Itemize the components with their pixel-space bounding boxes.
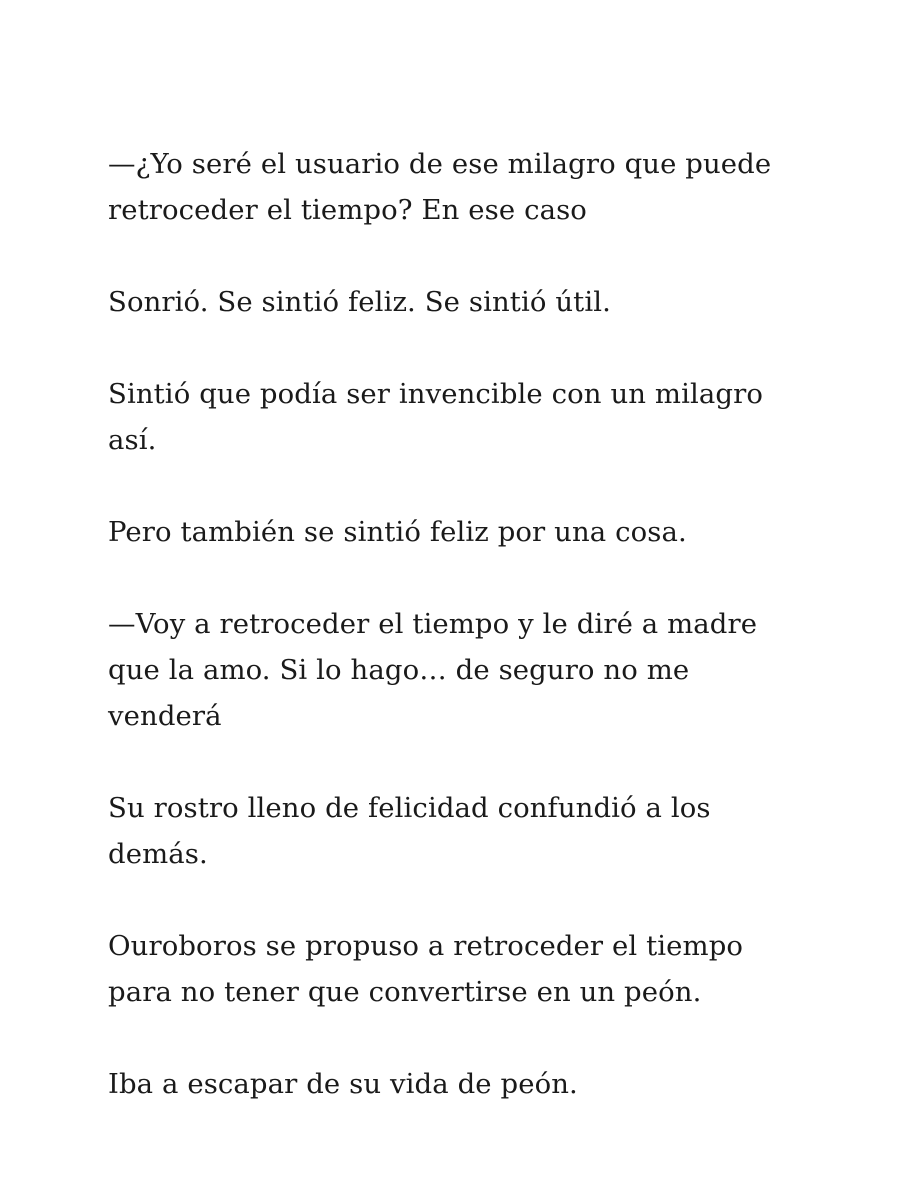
paragraph: Iba a escapar de su vida de peón. — [108, 1068, 578, 1100]
paragraph: Sonrió. Se sintió feliz. Se sintió útil. — [108, 286, 611, 318]
paragraph: Sintió que podía ser invencible con un milagro así. — [108, 378, 763, 456]
paragraph: —Voy a retroceder el tiempo y le diré a madre que la amo. Si lo hago… de seguro no me venderá — [108, 608, 758, 732]
paragraph: Pero también se sintió feliz por una cosa. — [108, 516, 687, 548]
paragraph: Ouroboros se propuso a retroceder el tiempo para no tener que convertirse en un peón. — [108, 930, 744, 1008]
paragraph: Su rostro lleno de felicidad confundió a los demás. — [108, 792, 711, 870]
story-text — [108, 141, 788, 1107]
paragraph: —¿Yo seré el usuario de ese milagro que puede retroceder el tiempo? En ese caso — [108, 148, 772, 226]
